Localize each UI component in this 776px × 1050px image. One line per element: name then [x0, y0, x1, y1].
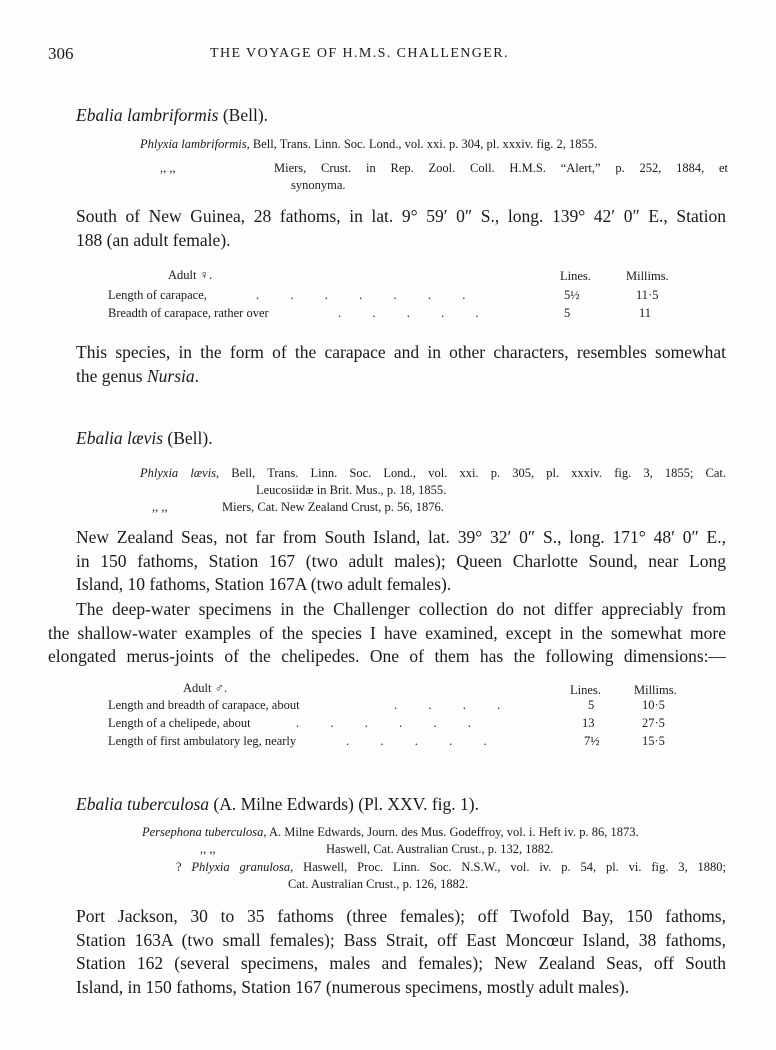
- table-cell-millims: 10·5: [642, 698, 665, 712]
- table-cell-millims: 11: [639, 306, 652, 320]
- locality-paragraph: [76, 205, 726, 252]
- text-line: This species, in the form of the carapace and in other characters, resembles somewhat: [76, 342, 726, 362]
- table-cell-lines: 5: [564, 306, 571, 320]
- synonym-line: [140, 136, 730, 153]
- synonym-continuation: Cat. Australian Crust., p. 126, 1882.: [288, 877, 469, 891]
- synonym-name: Phlyxia granulosa: [191, 860, 291, 874]
- synonym-citation: , Bell, Trans. Linn. Soc. Lond., vol. xxi. p. 304, pl. xxxiv. fig. 2, 1855.: [246, 137, 598, 151]
- table-col-millims: Millims.: [634, 683, 677, 697]
- species-authority: (Bell).: [218, 105, 269, 125]
- table-col-lines: Lines.: [560, 269, 591, 283]
- text-line: Island, in 150 fathoms, Station 167 (numerous specimens, mostly adult males).: [76, 976, 630, 997]
- ditto-marks: ,, ,,: [152, 500, 168, 514]
- table-col-millims: Millims.: [626, 269, 669, 283]
- species-heading: [76, 105, 268, 126]
- species-heading: [76, 794, 479, 815]
- species-name: Ebalia lambriformis: [76, 105, 219, 125]
- text-line: 188 (an adult female).: [76, 229, 231, 250]
- running-title: THE VOYAGE OF H.M.S. CHALLENGER.: [210, 46, 509, 61]
- synonym-continuation: synonyma.: [291, 178, 346, 192]
- synonym-citation: , Haswell, Proc. Linn. Soc. N.S.W., vol. iv. p. 54, pl. vi. fig. 3, 1880;: [290, 860, 726, 874]
- species-authority: (A. Milne Edwards) (Pl. XXV. fig. 1).: [209, 794, 479, 814]
- table-cell-millims: 15·5: [642, 734, 665, 748]
- text-line: elongated merus-joints of the chelipedes. One of them has the following dimensions:—: [48, 646, 726, 666]
- table-row-label: Breadth of carapace, rather over: [108, 306, 269, 320]
- text-line: Station 163A (two small females); Bass Strait, off East Moncœur Island, 38 fathoms,: [76, 929, 726, 950]
- synonym-name: Phlyxia lambriformis: [140, 137, 247, 151]
- table-sex-header: Adult ♂.: [183, 681, 228, 695]
- species-authority: (Bell).: [163, 428, 213, 448]
- synonym-citation: , A. Milne Edwards, Journ. des Mus. Godeffroy, vol. i. Heft iv. p. 86, 1873.: [263, 825, 639, 839]
- synonym-citation: , Bell, Trans. Linn. Soc. Lond., vol. xxi. p. 305, pl. xxxiv. fig. 3, 1855; Cat.: [216, 466, 726, 480]
- leader-dots: . . . . . . .: [256, 288, 466, 302]
- text-line: South of New Guinea, 28 fathoms, in lat. 9° 59′ 0″ S., long. 139° 42′ 0″ E., Station: [76, 206, 726, 226]
- species-heading: [76, 428, 213, 449]
- text-line: in 150 fathoms, Station 167 (two adult males); Queen Charlotte Sound, near Long: [76, 550, 726, 571]
- table-cell-millims: 27·5: [642, 716, 665, 730]
- table-cell-lines: 5: [588, 698, 595, 712]
- text-line: The deep-water specimens in the Challenger collection do not differ appreciably from: [76, 599, 726, 619]
- table-row-label: Length and breadth of carapace, about: [108, 698, 300, 712]
- synonym-line: [142, 824, 639, 841]
- table-row-label: Length of carapace,: [108, 288, 207, 302]
- text-line: the shallow-water examples of the species I have examined, except in the somewhat more: [48, 622, 726, 643]
- table-cell-lines: 7½: [584, 734, 600, 748]
- table-cell-lines: 5½: [564, 288, 580, 302]
- remark-paragraph: [76, 341, 726, 388]
- table-sex-header: Adult ♀.: [168, 268, 213, 282]
- genus-name: Nursia: [146, 365, 195, 386]
- text-line: Island, 10 fathoms, Station 167A (two adult females).: [76, 574, 452, 594]
- table-cell-lines: 13: [582, 716, 595, 730]
- text-line: Station 162 (several specimens, males and females); New Zealand Seas, off South: [76, 953, 726, 973]
- species-name: Ebalia lævis: [76, 428, 164, 448]
- page-number: 306: [48, 44, 74, 63]
- ditto-marks: ,, ,,: [160, 161, 176, 175]
- synonym-line: ? Phlyxia granulosa, Haswell, Proc. Linn. Soc. N.S.W., vol. iv. p. 54, pl. vi. fig. 3, 1880;: [176, 860, 726, 874]
- table-col-lines: Lines.: [570, 683, 601, 697]
- leader-dots: . . . . .: [338, 306, 479, 320]
- synonym-name: Phlyxia lævis: [140, 466, 217, 480]
- ditto-marks: ,, ,,: [200, 842, 216, 856]
- synonym-citation: Miers, Cat. New Zealand Crust, p. 56, 1876.: [222, 500, 444, 514]
- remark-paragraph: [48, 598, 726, 669]
- synonym-line: [140, 465, 726, 482]
- table-cell-millims: 11·5: [636, 288, 659, 302]
- leader-dots: . . . . . .: [296, 716, 471, 730]
- synonym-citation: Haswell, Cat. Australian Crust., p. 132, 1882.: [326, 842, 554, 856]
- text-line: Port Jackson, 30 to 35 fathoms (three females); off Twofold Bay, 150 fathoms,: [76, 906, 726, 926]
- leader-dots: . . . .: [394, 698, 501, 712]
- species-name: Ebalia tuberculosa: [76, 794, 210, 814]
- locality-paragraph: [76, 526, 726, 597]
- leader-dots: . . . . .: [346, 734, 487, 748]
- synonym-name: Persephona tuberculosa: [142, 825, 264, 839]
- locality-paragraph: [76, 905, 726, 999]
- synonym-continuation: Leucosiidæ in Brit. Mus., p. 18, 1855.: [256, 483, 447, 497]
- text-line: the genus Nursia.: [76, 365, 199, 386]
- text-line: New Zealand Seas, not far from South Island, lat. 39° 32′ 0″ S., long. 171° 48′ 0″ E.,: [76, 527, 726, 547]
- table-row-label: Length of a chelipede, about: [108, 716, 251, 730]
- synonym-citation: Miers, Crust. in Rep. Zool. Coll. H.M.S. “Alert,” p. 252, 1884, et: [274, 161, 728, 175]
- table-row-label: Length of first ambulatory leg, nearly: [108, 734, 297, 748]
